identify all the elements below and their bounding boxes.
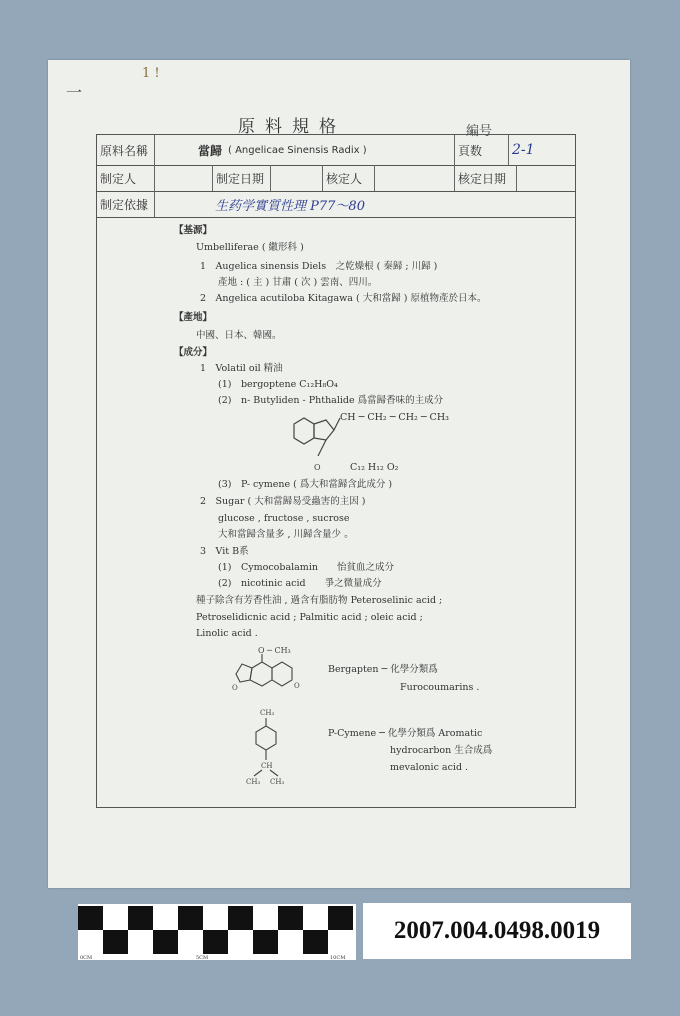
- bergapten-structure-icon: [230, 644, 310, 696]
- cymene-methyl-label: CH₃: [260, 709, 275, 717]
- cymene-methyl-left-label: CH₃: [246, 778, 261, 786]
- component-2-note: 大和當歸含量多 , 川歸含量少 。: [218, 529, 354, 540]
- seed-oil-line-1: 種子除含有芳香性油 , 過含有脂肪物 Peteroselinic acid ;: [196, 595, 443, 606]
- origin-item-2: 2 Angelica acutiloba Kitagawa ( 大和當歸 ) 原植物產於日本。: [200, 293, 487, 304]
- scale-5cm-label: 5CM: [196, 955, 209, 960]
- origin-item-1: 1 Augelica sinensis Diels 之乾燥根 ( 秦歸 ; 川歸 ): [200, 261, 438, 272]
- seed-oil-line-3: Linolic acid .: [196, 628, 258, 639]
- material-name-chinese: 當歸: [198, 143, 223, 158]
- author-label: 制定人: [97, 165, 155, 191]
- bergapten-furan-o-label: O: [232, 684, 238, 692]
- approved-date-value: [517, 165, 575, 191]
- authored-date-value: [271, 165, 323, 191]
- basis-label: 制定依據: [97, 191, 155, 217]
- bergapten-methoxy-label: O ─ CH₃: [258, 646, 291, 655]
- butyliden-side-chain: CH ─ CH₂ ─ CH₂ ─ CH₃: [340, 412, 449, 423]
- butyliden-formula: C₁₂ H₁₂ O₂: [350, 462, 399, 473]
- component-1-2: (2) n- Butyliden - Phthalide 爲當歸香味的主成分: [218, 395, 444, 406]
- corner-mark-left: 一: [66, 83, 83, 102]
- document-number-label: 編号: [466, 124, 493, 139]
- approver-label: 核定人: [323, 165, 375, 191]
- accession-number: 2007.004.0498.0019: [363, 903, 631, 959]
- cymene-pathway: mevalonic acid .: [390, 762, 469, 773]
- section-components-heading: 【成分】: [174, 347, 213, 358]
- bergapten-class-name: Furocoumarins .: [400, 682, 480, 693]
- origin-family: Umbelliferae ( 繖形科 ): [196, 242, 304, 253]
- section-origin-heading: 【基源】: [174, 225, 213, 236]
- component-1: 1 Volatil oil 精油: [200, 363, 283, 374]
- component-2-sugars: glucose , fructose , sucrose: [218, 513, 350, 524]
- origin-item-1-region: 產地 : ( 主 ) 甘肅 ( 次 ) 雲南、四川。: [218, 277, 378, 288]
- component-2: 2 Sugar ( 大和當歸易受蟲害的主因 ): [200, 496, 366, 507]
- section-region-heading: 【產地】: [174, 312, 213, 323]
- region-text: 中國、日本、韓國。: [196, 330, 282, 341]
- author-value: [155, 165, 213, 191]
- approver-value: [375, 165, 455, 191]
- page-count-label: 頁数: [455, 135, 509, 165]
- page-title: 原料規格: [238, 117, 346, 137]
- svg-text:O: O: [314, 463, 321, 472]
- header-row-material: [97, 135, 575, 166]
- material-name-latin: ( Angelicae Sinensis Radix ): [228, 144, 367, 156]
- p-cymene-structure-icon: [244, 706, 292, 788]
- component-1-1: (1) bergoptene C₁₂H₈O₄: [218, 379, 338, 390]
- cymene-classification: P-Cymene ─ 化學分類爲 Aromatic: [328, 728, 483, 739]
- material-name-value: [155, 135, 455, 165]
- scale-0cm-label: 0CM: [80, 955, 93, 960]
- checker-scale-icon: [78, 904, 356, 960]
- component-3-2: (2) nicotinic acid 爭之微量成分: [218, 578, 382, 589]
- material-name-label: 原料名稱: [97, 135, 155, 165]
- cymene-ch-label: CH: [261, 762, 273, 770]
- authored-date-label: 制定日期: [213, 165, 271, 191]
- page-count-value: 2-1: [512, 142, 535, 158]
- component-1-3: (3) P- cymene ( 爲大和當歸含此成分 ): [218, 479, 393, 490]
- seed-oil-line-2: Petroselidicnic acid ; Palmitic acid ; oleic acid ;: [196, 612, 423, 623]
- bergapten-lactone-o-label: O: [294, 682, 300, 690]
- scale-color-chart: [78, 904, 356, 960]
- approved-date-label: 核定日期: [455, 165, 517, 191]
- bergapten-classification: Bergapten ─ 化學分類爲: [328, 664, 438, 675]
- cymene-biosynthesis: hydrocarbon 生合成爲: [390, 745, 493, 756]
- basis-value: 生药学實質性理 P77～80: [215, 198, 365, 214]
- component-3: 3 Vit B系: [200, 546, 249, 557]
- phthalide-structure-icon: [282, 414, 342, 474]
- component-3-1: (1) Cymocobalamin 怡貧血之成分: [218, 562, 394, 573]
- header-row-roles: [97, 165, 575, 192]
- scale-10cm-label: 10CM: [330, 955, 346, 960]
- corner-mark-top: 1 !: [142, 66, 160, 81]
- header-row-basis: [97, 191, 575, 218]
- cymene-methyl-right-label: CH₃: [270, 778, 285, 786]
